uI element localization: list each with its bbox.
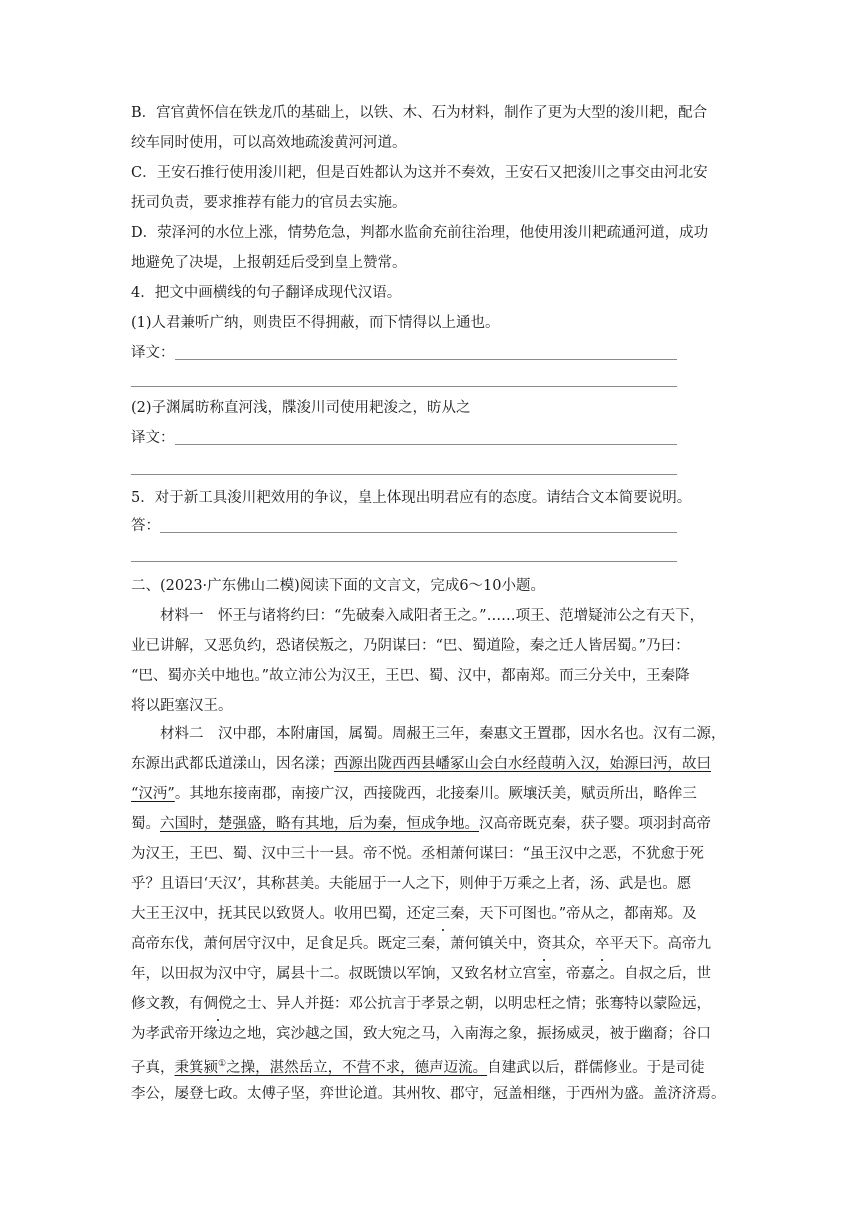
material-2-line: 乎？且语曰‘天汉’，其称甚美。夫能屈于一人之下，则伸于万乘之上者，汤、武是也。愿 (131, 876, 692, 892)
material-2-line: 东源出武都氐道漾山，因名漾；西源出陇西西县嶓冢山会白水经葭萌入汉，始源曰沔，故曰 (131, 756, 711, 772)
option-c-line-1: C．王安石推行使用浚川耙，但是百姓都认为这并不奏效，王安石又把浚川之事交由河北安 (131, 165, 708, 181)
translation-label: 译文： (131, 345, 175, 361)
material-2-line: 为汉王，王巴、蜀、汉中三十一县。帝不悦。丞相萧何谋曰：“虽王汉中之恶，不犹愈于死 (131, 846, 704, 862)
option-b-line-2: 绞车同时使用，可以高效地疏浚黄河河道。 (131, 135, 407, 151)
underlined-sentence: “汉沔” (131, 786, 175, 802)
question-5-stem: 5．对于新工具浚川耙效用的争议，皇上体现出明君应有的态度。请结合文本简要说明。 (131, 490, 692, 506)
material-2-line: 材料二 汉中郡，本附庸国，属蜀。周赧王三年，秦惠文王置郡，因水名也。汉有二源， (160, 726, 726, 742)
material-2 (131, 719, 734, 1109)
question-4 (131, 278, 734, 338)
option-d-line-1: D．荥泽河的水位上涨，情势危急，判都水监俞充前往治理，他使用浚川耙疏通河道，成功 (131, 225, 709, 241)
answer-line-4-1[interactable] (131, 338, 677, 368)
answer-line-5[interactable] (131, 511, 677, 541)
option-c (131, 158, 734, 218)
material-1-line: 材料一 怀王与诸将约曰：“先破秦入咸阳者王之。”……项王、范增疑沛公之有天下， (160, 608, 705, 624)
underlined-sentence: 秉箕颍①之操，湛然岳立，不营不求，德声迈流。 (174, 1059, 488, 1076)
footnote-marker: ① (218, 1059, 227, 1069)
option-c-line-2: 抚司负责，要求推荐有能力的官员去实施。 (131, 195, 407, 211)
answer-fill (175, 444, 677, 445)
material-2-line: 高帝东伐，萧何居守汉中，足食足兵。既定三秦，萧何镇关中，资其众，卒平天下。高帝九 (131, 929, 734, 959)
answer-blank-line[interactable] (131, 561, 677, 562)
material-1-line: 业已讲解，又恶负约，恐诸侯叛之，乃阴谋曰：“巴、蜀道险，秦之迁人皆居蜀。”乃曰： (131, 638, 690, 654)
dotted-word: 倜傥 (204, 989, 233, 1019)
answer-blank-line[interactable] (131, 474, 677, 475)
dotted-word: 三 (436, 899, 451, 929)
dotted-word: 资 (537, 929, 552, 959)
material-2-line: 李公，屡登七政。太傅子坚，弈世论道。其州牧、郡守，冠盖相继，于西州为盛。盖济济焉。 (131, 1086, 726, 1102)
answer-fill (175, 359, 677, 360)
material-2-line: 为孝武帝开缘边之地，宾沙越之国，致大宛之马，入南海之象，振扬威灵，被于幽裔；谷口 (131, 1026, 711, 1042)
section-2-header: 二、(2023·广东佛山二模)阅读下面的文言文，完成6～10小题。 (131, 578, 545, 594)
question-4-sentence-1: (1)人君兼听广纳，则贵臣不得拥蔽，而下情得以上通也。 (131, 315, 500, 331)
answer-line-4-2[interactable] (131, 423, 677, 453)
material-2-line: 蜀。六国时，楚强盛，略有其地，后为秦，恒成争地。汉高帝既克秦，获子婴。项羽封高帝 (131, 816, 711, 832)
underlined-sentence: 西源出陇西西县嶓冢山会白水经葭萌入汉，始源曰沔，故曰 (334, 756, 711, 772)
option-d-line-2: 地避免了决堤，上报朝廷后受到皇上赞常。 (131, 255, 407, 271)
question-4-sentence-2: (2)子渊属昉称直河浅，牒浚川司使用耙浚之，昉从之 (131, 400, 471, 416)
material-2-line: 年，以田叔为汉中守，属县十二。叔既馈以军饷，又致名材立宫室，帝嘉之。自叔之后，世 (131, 966, 711, 982)
option-d (131, 218, 734, 278)
question-4-part-2 (131, 393, 734, 423)
material-1-line: 将以距塞汉王。 (131, 698, 233, 714)
option-b (131, 98, 734, 158)
answer-blank-line[interactable] (131, 386, 677, 387)
material-2-line: 修文教，有倜傥之士、异人并挺：邓公抗言于孝景之朝，以明忠枉之情；张骞特以蒙险远， (131, 989, 734, 1019)
question-4-stem: 4．把文中画横线的句子翻译成现代汉语。 (131, 285, 402, 301)
answer-fill (160, 532, 677, 533)
section-2 (131, 571, 734, 721)
material-2-line: “汉沔”。其地东接南郡，南接广汉，西接陇西，北接秦川。厥壤沃美，赋贡所出，略侔三 (131, 786, 697, 802)
question-5 (131, 483, 734, 513)
option-b-line-1: B．宫官黄怀信在铁龙爪的基础上，以铁、木、石为材料，制作了更为大型的浚川耙，配合 (131, 105, 708, 121)
material-2-line: 子真，秉箕颍①之操，湛然岳立，不营不求，德声迈流。自建武以后，群儒修业。于是司徒 (131, 1059, 705, 1076)
material-2-line: 大王王汉中，抚其民以致贤人。收用巴蜀，还定三秦，天下可图也。”帝从之，都南郑。及 (131, 899, 734, 929)
underlined-sentence: 六国时，楚强盛，略有其地，后为秦，恒成争地。 (160, 816, 479, 832)
dotted-word: 卒 (595, 929, 610, 959)
translation-label: 译文： (131, 430, 175, 446)
answer-label: 答： (131, 518, 160, 534)
material-1-line: “巴、蜀亦关中地也。”故立沛公为汉王，王巴、蜀、汉中，都南郑。而三分关中，王秦降 (131, 668, 690, 684)
